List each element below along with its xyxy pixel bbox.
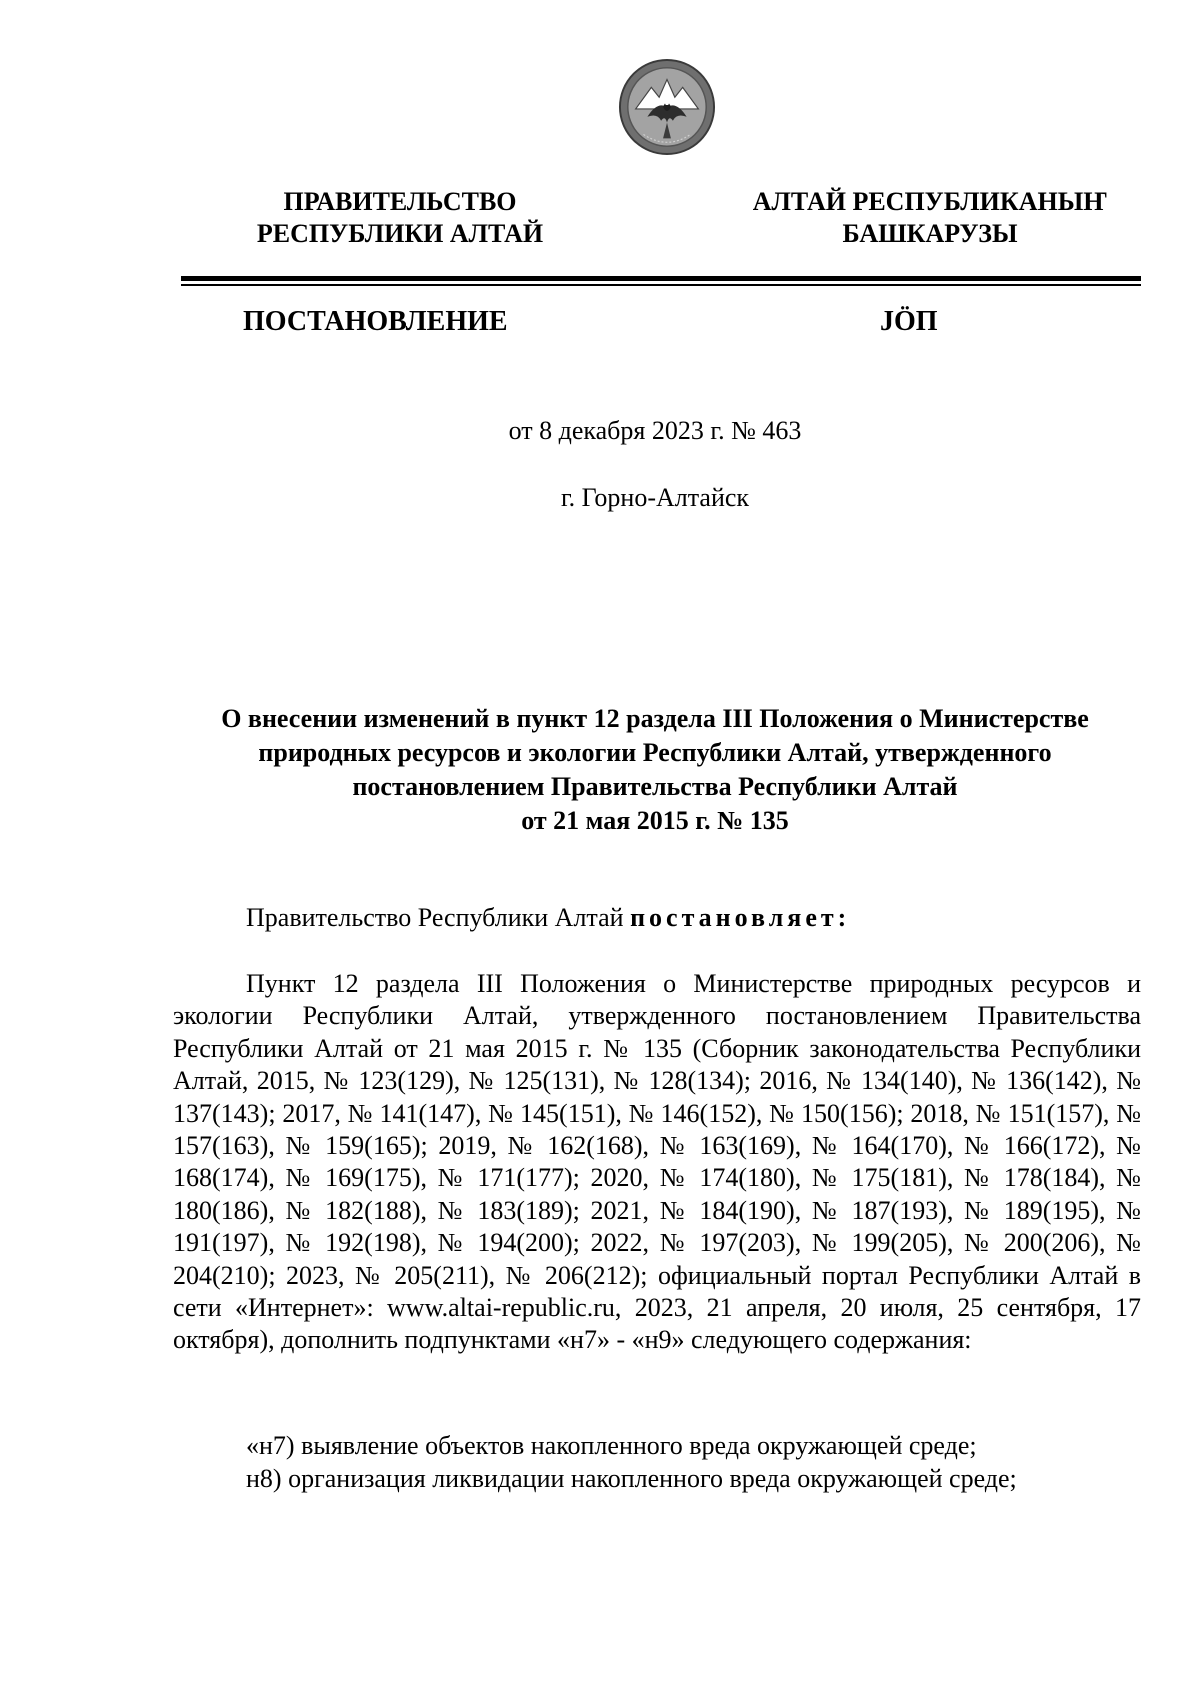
- title-line2: природных ресурсов и экологии Республики Алтай, утвержденного: [258, 738, 1052, 767]
- document-title: [170, 702, 1140, 838]
- document-place: г. Горно-Алтайск: [560, 483, 750, 512]
- header-rule-thick: [181, 276, 1141, 281]
- doc-type-altai: JÖП: [880, 306, 938, 337]
- header-right-line2: БАШКАРУЗЫ: [842, 219, 1018, 248]
- decree-phrase: [246, 903, 850, 933]
- subitem-n8: н8) организация ликвидации накопленного вреда окружающей среде;: [246, 1464, 1017, 1493]
- coat-of-arms-emblem-icon: [618, 58, 716, 156]
- header-left-block: [240, 186, 560, 250]
- doc-type-russian: ПОСТАНОВЛЕНИЕ: [243, 306, 508, 337]
- document-date-number: от 8 декабря 2023 г. № 463: [508, 416, 802, 445]
- decree-verb: постановляет:: [630, 903, 851, 932]
- title-line3: постановлением Правительства Республики Алтай: [352, 772, 958, 801]
- header-left-line2: РЕСПУБЛИКИ АЛТАЙ: [256, 219, 544, 248]
- header-right-block: [730, 186, 1130, 250]
- header-left-line1: ПРАВИТЕЛЬСТВО: [283, 187, 517, 216]
- body-paragraph: Пункт 12 раздела III Положения о Министерстве природных ресурсов и экологии Республики Алтай, утвержденного постановлением Правительства Республики Алтай от 21 мая 2015 г. № 135 (Сборник законодательства Республики Алтай, 2015, № 123(129), № 125(131), № 128(134); 2016, № 134(140), № 136(142), № 137(143); 2017, № 141(147), № 145(151), № 146(152), № 150(156); 2018, № 151(157), № 157(163), № 159(165); 2019, № 162(168), № 163(169), № 164(170), № 166(172), № 168(174), № 169(175), № 171(177); 2020, № 174(180), № 175(181), № 178(184), № 180(186), № 182(188), № 183(189); 2021, № 184(190), № 187(193), № 189(195), № 191(197), № 192(198), № 194(200); 2022, № 197(203), № 199(205), № 200(206), № 204(210); 2023, № 205(211), № 206(212); официальный портал Республики Алтай в сети «Интернет»: www.altai-republic.ru, 2023, 21 апреля, 20 июля, 25 сентября, 17 октября), дополнить подпунктами «н7» - «н9» следующего содержания:: [173, 969, 1141, 1355]
- subitem-n7: «н7) выявление объектов накопленного вреда окружающей среде;: [246, 1431, 977, 1460]
- title-line4: от 21 мая 2015 г. № 135: [521, 806, 789, 835]
- header-rule-thin: [181, 284, 1141, 286]
- header-right-line1: АЛТАЙ РЕСПУБЛИКАНЫҤ: [752, 187, 1108, 216]
- title-line1: О внесении изменений в пункт 12 раздела III Положения о Министерстве: [221, 704, 1089, 733]
- decree-subject: Правительство Республики Алтай: [246, 903, 631, 932]
